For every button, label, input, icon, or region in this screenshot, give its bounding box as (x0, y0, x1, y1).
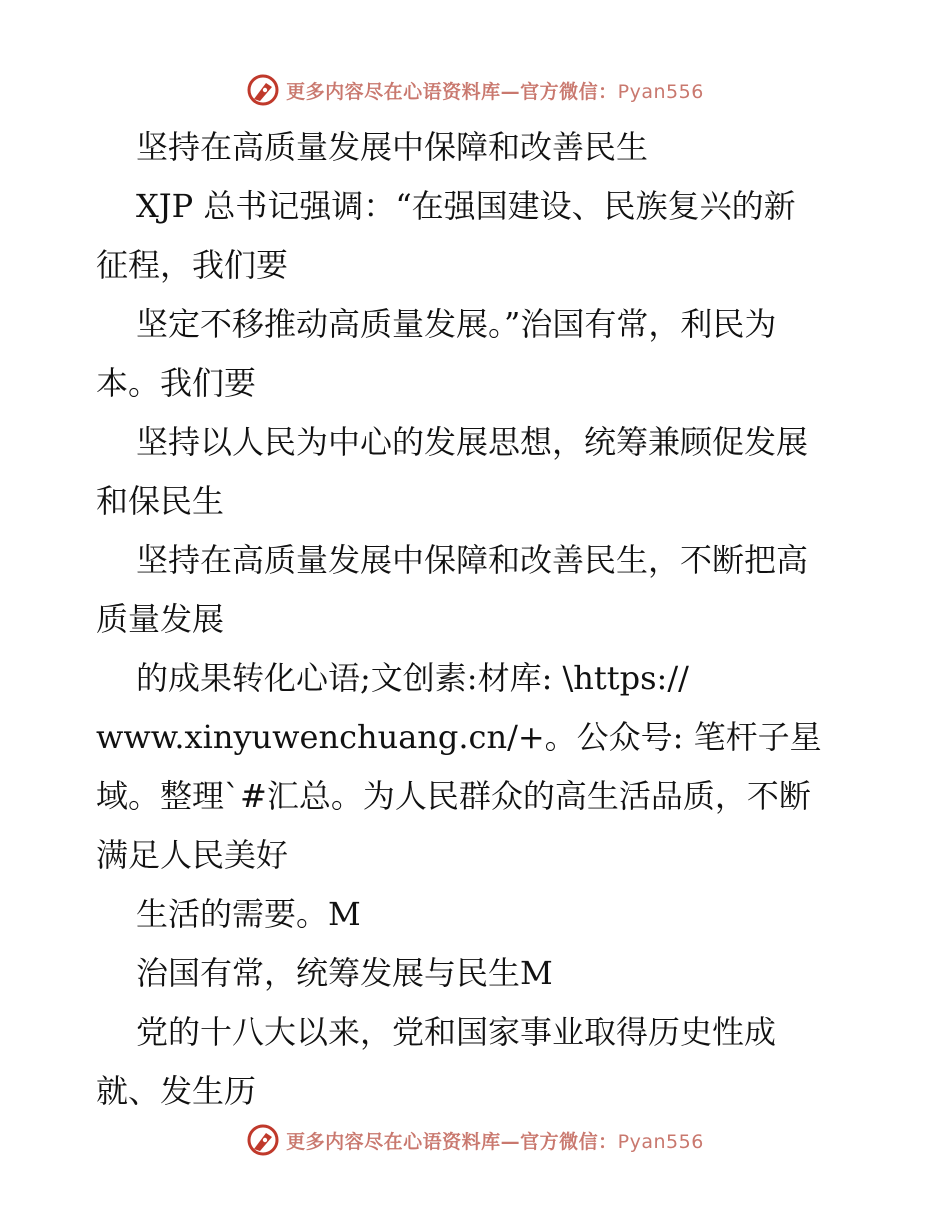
paragraph-line: 征程，我们要 (96, 246, 289, 284)
header-text: 更多内容尽在心语资料库—官方微信：Pyan556 (286, 80, 704, 103)
footer-banner (0, 1120, 950, 1160)
paragraph-line: 坚持在高质量发展中保障和改善民生，不断把高 (136, 541, 809, 579)
paragraph-line: 生活的需要。M (136, 895, 361, 933)
paragraph-line: 质量发展 (96, 600, 225, 638)
paragraph-line: XJP 总书记强调：“在强国建设、民族复兴的新 (136, 187, 796, 225)
paragraph-line: 和保民生 (96, 482, 225, 520)
footer-text: 更多内容尽在心语资料库—官方微信：Pyan556 (286, 1130, 704, 1153)
paragraph-line: 满足人民美好 (96, 836, 289, 874)
paragraph-line: 党的十八大以来，党和国家事业取得历史性成 (136, 1013, 777, 1051)
paragraph-line: 坚定不移推动高质量发展。”治国有常，利民为 (136, 305, 777, 343)
paragraph-line: 就、发生历 (96, 1072, 257, 1110)
header-banner (0, 70, 950, 110)
pen-nib-circle-icon (246, 1123, 280, 1157)
paragraph-line: 治国有常，统筹发展与民生M (136, 954, 553, 992)
paragraph-line: www.xinyuwenchuang.cn/+。公众号: 笔杆子星 (96, 718, 822, 756)
paragraph-line: 坚持在高质量发展中保障和改善民生 (136, 128, 649, 166)
paragraph-line: 坚持以人民为中心的发展思想，统筹兼顾促发展 (136, 423, 809, 461)
paragraph-line: 域。整理`#汇总。为人民群众的高生活品质，不断 (96, 777, 811, 815)
pen-nib-circle-icon (246, 73, 280, 107)
document-body (96, 118, 856, 1121)
paragraph-line: 本。我们要 (96, 364, 257, 402)
paragraph-line: 的成果转化心语;文创素:材库: \https:// (136, 659, 689, 697)
